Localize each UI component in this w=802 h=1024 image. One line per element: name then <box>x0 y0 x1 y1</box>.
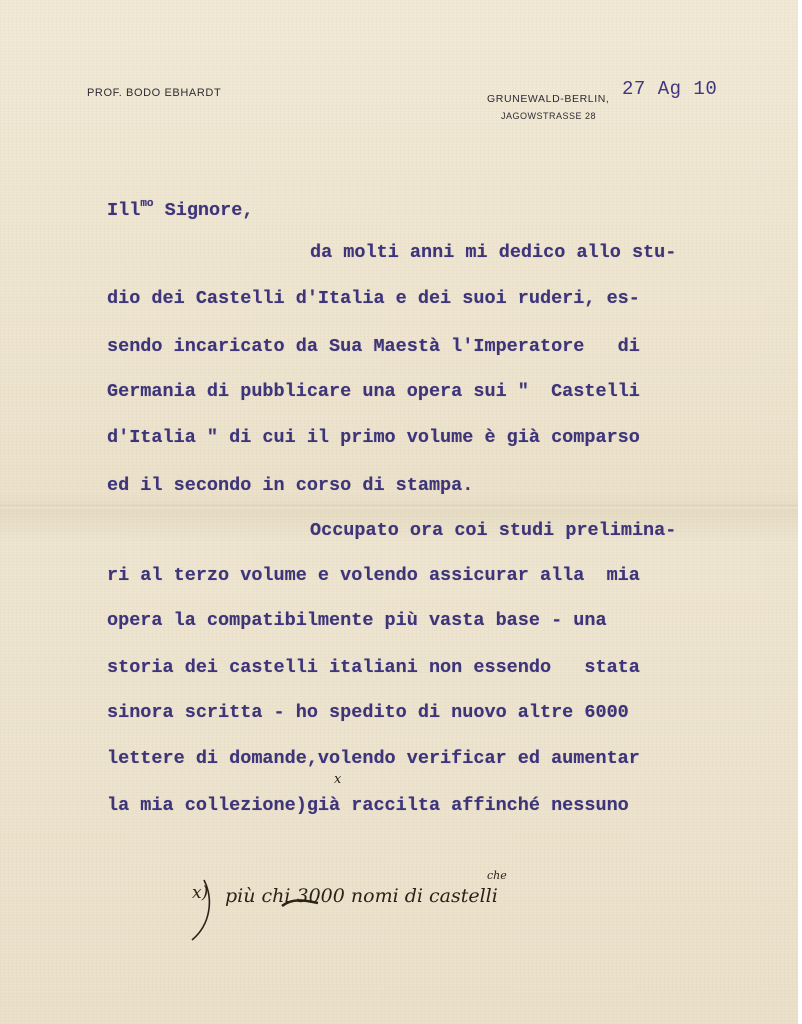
body-line: d'Italia " di cui il primo volume è già comparso <box>107 427 640 448</box>
body-line: sinora scritta - ho spedito di nuovo altre 6000 <box>107 702 629 723</box>
body-line: ri al terzo volume e volendo assicurar alla mia <box>107 565 640 586</box>
letter-date: 27 Ag 10 <box>622 78 718 100</box>
salutation-superscript: mo <box>140 198 154 210</box>
note-bracket-stroke <box>192 880 209 940</box>
body-line: opera la compatibilmente più vasta base - una <box>107 610 607 631</box>
body-line: ed il secondo in corso di stampa. <box>107 475 474 496</box>
handwritten-note-mark: x) <box>192 883 209 903</box>
handwritten-note: più chi 3000 nomi di castelli <box>225 885 498 907</box>
body-line: la mia collezione)già raccilta affinché nessuno <box>107 795 629 816</box>
body-line: da molti anni mi dedico allo stu- <box>310 242 677 263</box>
body-line: Germania di pubblicare una opera sui " Castelli <box>107 381 640 402</box>
letterhead-place: GRUNEWALD-BERLIN, <box>487 93 610 105</box>
body-line: lettere di domande,volendo verificar ed aumentar <box>107 748 640 769</box>
salutation-word: Signore, <box>153 200 254 221</box>
letterhead-street: JAGOWSTRASSE 28 <box>501 111 597 121</box>
body-line: Occupato ora coi studi prelimina- <box>310 520 677 541</box>
insertion-mark: x <box>334 772 342 787</box>
letterhead-sender: PROF. BODO EBHARDT <box>87 87 222 99</box>
body-line: storia dei castelli italiani non essendo stata <box>107 657 640 678</box>
handwritten-note-superscript: che <box>487 869 507 882</box>
body-line: sendo incaricato da Sua Maestà l'Imperatore di <box>107 336 640 357</box>
body-line: dio dei Castelli d'Italia e dei suoi ruderi, es- <box>107 288 640 309</box>
strikethrough-scribble <box>282 900 318 906</box>
salutation-prefix: Ill <box>107 200 141 221</box>
